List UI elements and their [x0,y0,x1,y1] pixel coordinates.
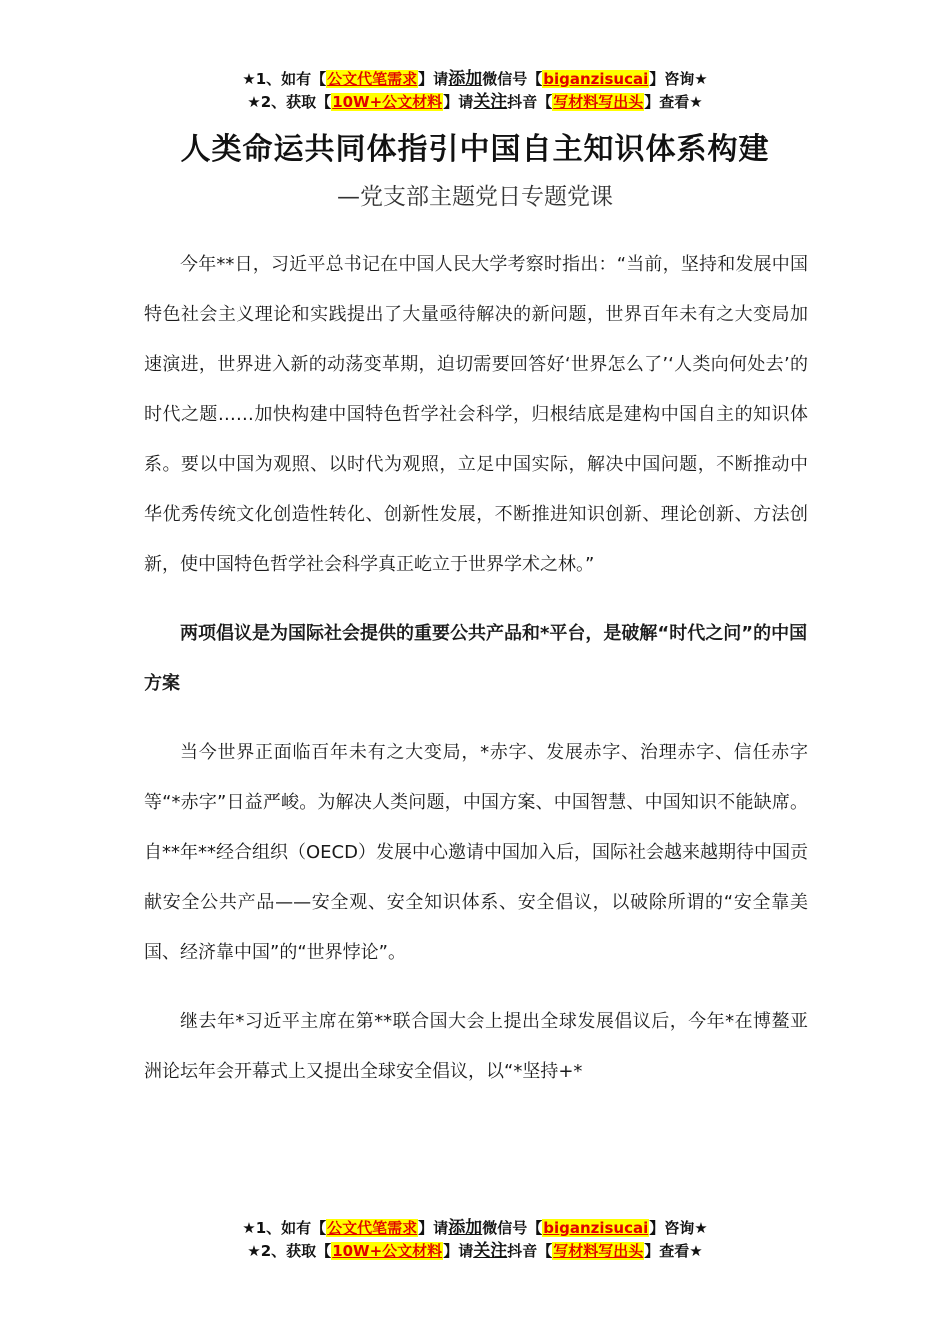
banner-emphasis: 添加 [448,1218,483,1238]
banner-text: 】请 [443,1242,474,1260]
banner-highlight: 公文代笔需求 [327,1219,418,1237]
banner-line-2 [0,1240,950,1263]
footer-banner [0,1217,950,1263]
banner-text: ★2、获取【 [247,1242,332,1260]
banner-text: 】请 [418,1219,449,1237]
banner-highlight: biganzisucai [543,1219,649,1237]
body-paragraph: 今年**日，习近平总书记在中国人民大学考察时指出：“当前，坚持和发展中国特色社会主义理论和实践提出了大量亟待解决的新问题，世界百年未有之大变局加速演进，世界进入新的动荡变革期，迫切需要回答好‘世界怎么了’‘人类向何处去’的时代之题……加快构建中国特色哲学社会科学，归根结底是建构中国自主的知识体系。要以中国为观照、以时代为观照，立足中国实际，解决中国问题，不断推动中华优秀传统文化创造性转化、创新性发展，不断推进知识创新、理论创新、方法创新，使中国特色哲学社会科学真正屹立于世界学术之林。” [144,254,808,575]
banner-text: 】咨询★ [649,70,708,88]
banner-text: ★2、获取【 [247,93,332,111]
banner-text: 】请 [418,70,449,88]
banner-highlight: biganzisucai [543,70,649,88]
document-title: 人类命运共同体指引中国自主知识体系构建 [180,132,770,167]
section-heading: 两项倡议是为国际社会提供的重要公共产品和*平台，是破解“时代之问”的中国方案 [144,623,808,694]
banner-text: 抖音【 [507,93,553,111]
body-paragraph: 继去年*习近平主席在第**联合国大会上提出全球发展倡议后，今年*在博鳌亚洲论坛年会开幕式上又提出全球安全倡议，以“*坚持+* [144,1011,808,1082]
banner-text: ★1、如有【 [242,1219,327,1237]
banner-highlight: 写材料写出头 [553,1242,644,1260]
banner-emphasis: 添加 [448,69,483,89]
banner-text: 微信号【 [482,70,543,88]
banner-highlight: 写材料写出头 [553,93,644,111]
banner-text: 】请 [443,93,474,111]
banner-text: 微信号【 [482,1219,543,1237]
document-body [144,240,808,1097]
banner-text: 】查看★ [644,1242,703,1260]
banner-highlight: 10W+公文材料 [332,1242,443,1260]
banner-line-1 [0,68,950,91]
header-banner [0,68,950,114]
banner-text: ★1、如有【 [242,70,327,88]
banner-emphasis: 关注 [473,1241,508,1261]
banner-text: 抖音【 [507,1242,553,1260]
banner-text: 】咨询★ [649,1219,708,1237]
banner-line-1 [0,1217,950,1240]
body-paragraph: 当今世界正面临百年未有之大变局，*赤字、发展赤字、治理赤字、信任赤字等“*赤字”日益严峻。为解决人类问题，中国方案、中国智慧、中国知识不能缺席。自**年**经合组织（OECD）发展中心邀请中国加入后，国际社会越来越期待中国贡献安全公共产品——安全观、安全知识体系、安全倡议，以破除所谓的“安全靠美国、经济靠中国”的“世界悖论”。 [144,742,808,963]
banner-highlight: 10W+公文材料 [332,93,443,111]
banner-highlight: 公文代笔需求 [327,70,418,88]
banner-emphasis: 关注 [473,92,508,112]
banner-line-2 [0,91,950,114]
document-subtitle: —党支部主题党日专题党课 [337,184,613,210]
banner-text: 】查看★ [644,93,703,111]
